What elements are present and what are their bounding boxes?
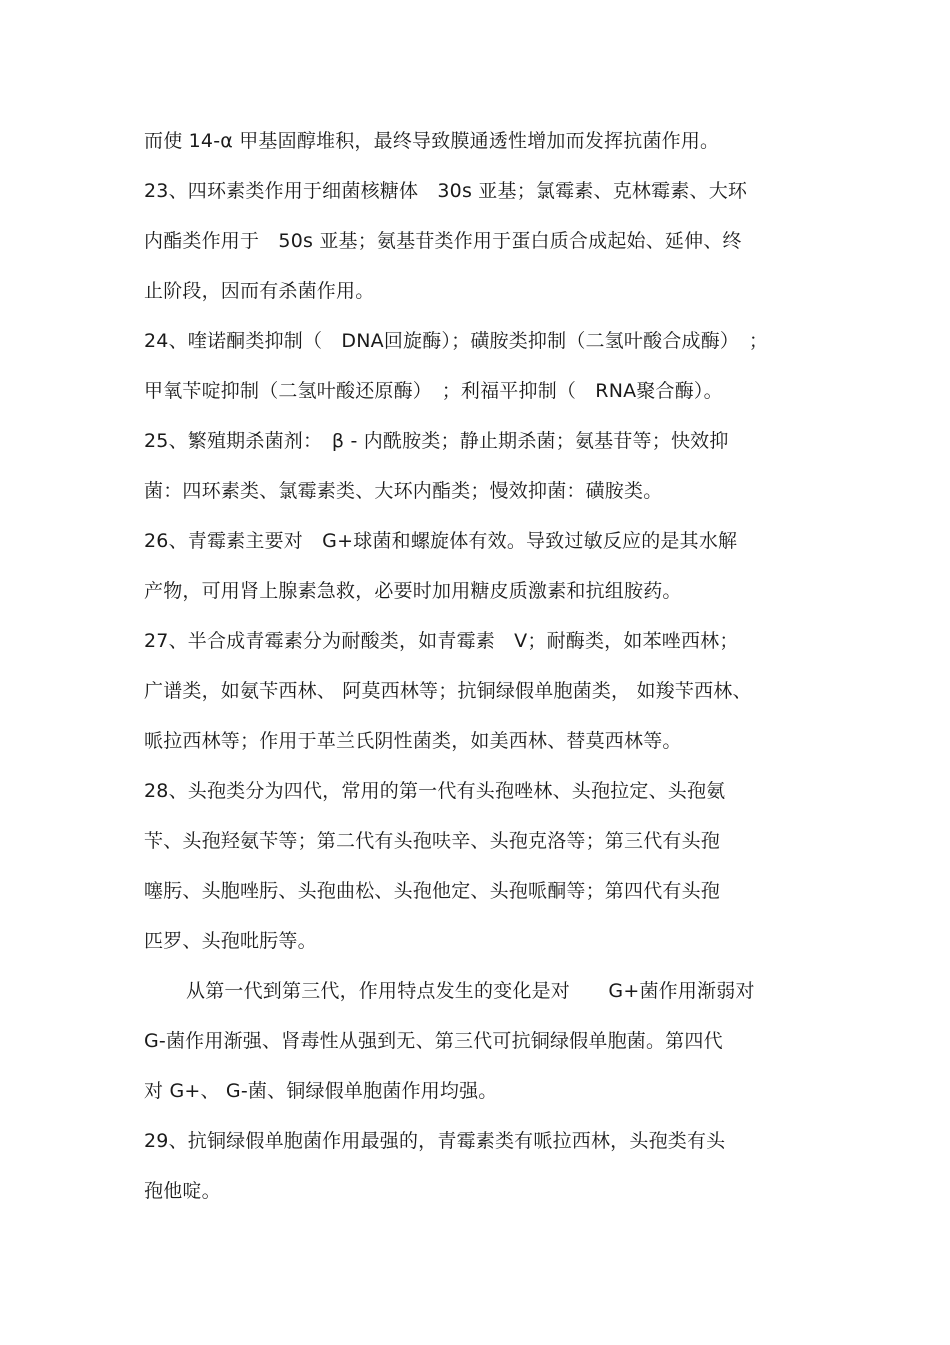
text-line: 27、半合成青霉素分为耐酸类，如青霉素 V；耐酶类，如苯唑西林； <box>144 630 739 652</box>
text-line: 苄、头孢羟氨苄等；第二代有头孢呋辛、头孢克洛等；第三代有头孢 <box>144 830 721 852</box>
text-line: 菌：四环素类、氯霉素类、大环内酯类；慢效抑菌：磺胺类。 <box>144 480 663 502</box>
text-line: 28、头孢类分为四代，常用的第一代有头孢唑林、头孢拉定、头孢氨 <box>144 780 726 802</box>
text-line: 24、喹诺酮类抑制（ DNA回旋酶）；磺胺类抑制（二氢叶酸合成酶） ； <box>144 330 769 352</box>
text-line: 对 G+、 G-菌、铜绿假单胞菌作用均强。 <box>144 1080 498 1102</box>
text-line: 23、四环素类作用于细菌核糖体 30s 亚基；氯霉素、克林霉素、大环 <box>144 180 748 202</box>
text-line: 26、青霉素主要对 G+球菌和螺旋体有效。导致过敏反应的是其水解 <box>144 530 738 552</box>
text-line: 产物，可用肾上腺素急救，必要时加用糖皮质激素和抗组胺药。 <box>144 580 682 602</box>
text-line: G-菌作用渐强、肾毒性从强到无、第三代可抗铜绿假单胞菌。第四代 <box>144 1030 723 1052</box>
text-line: 广谱类，如氨苄西林、 阿莫西林等；抗铜绿假单胞菌类， 如羧苄西林、 <box>144 680 752 702</box>
text-line: 甲氧苄啶抑制（二氢叶酸还原酶） ；利福平抑制（ RNA聚合酶）。 <box>144 380 723 402</box>
text-line: 29、抗铜绿假单胞菌作用最强的，青霉素类有哌拉西林，头孢类有头 <box>144 1130 726 1152</box>
text-line: 从第一代到第三代，作用特点发生的变化是对 G+菌作用渐弱对 <box>186 980 755 1002</box>
text-line: 而使 14-α 甲基固醇堆积，最终导致膜通透性增加而发挥抗菌作用。 <box>144 130 720 152</box>
text-line: 内酯类作用于 50s 亚基；氨基苷类作用于蛋白质合成起始、延伸、终 <box>144 230 742 252</box>
text-line: 孢他啶。 <box>144 1180 221 1202</box>
text-line: 止阶段，因而有杀菌作用。 <box>144 280 375 302</box>
text-line: 哌拉西林等；作用于革兰氏阴性菌类，如美西林、替莫西林等。 <box>144 730 682 752</box>
text-line: 噻肟、头胞唑肟、头孢曲松、头孢他定、头孢哌酮等；第四代有头孢 <box>144 880 721 902</box>
text-line: 25、繁殖期杀菌剂： β - 内酰胺类；静止期杀菌；氨基苷等；快效抑 <box>144 430 729 452</box>
text-line: 匹罗、头孢吡肟等。 <box>144 930 317 952</box>
